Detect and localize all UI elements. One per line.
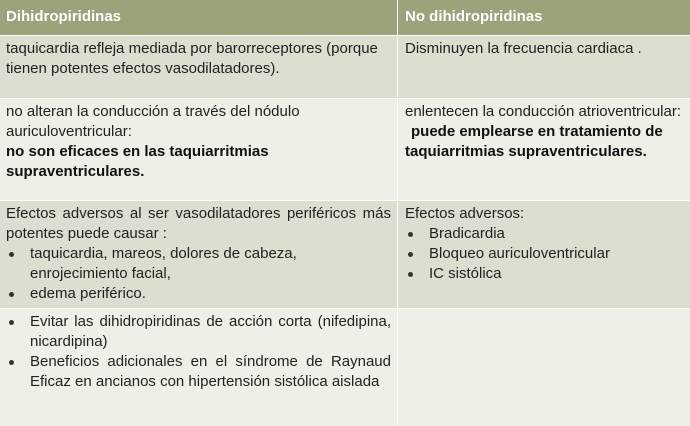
list-item: Evitar las dihidropiridinas de acción corta (nifedipina, nicardipina) <box>6 312 391 352</box>
cell-bold-text: puede emplearse <box>411 123 534 140</box>
list-item: taquicardia, mareos, dolores de cabeza, enrojecimiento facial, <box>6 244 391 284</box>
cell-bold-text: en tratamiento de taquiarritmias supraventriculares. <box>405 123 663 160</box>
cell-text: taquicardia refleja mediada por barorreceptores (porque tienen potentes efectos vasodilatadores). <box>6 40 378 77</box>
cell-av-conduction-non-dhp <box>399 99 690 200</box>
header-dihidropiridinas: Dihidropiridinas <box>0 0 398 35</box>
cell-heart-rate <box>399 36 690 98</box>
list-item: Beneficios adicionales en el síndrome de Raynaud Eficaz en ancianos con hipertensión sistólica aislada <box>6 352 391 392</box>
table-row <box>0 36 690 98</box>
adverse-effects-list <box>405 224 684 284</box>
cell-text: Efectos adversos al ser vasodilatadores periféricos más potentes puede causar : <box>6 205 391 242</box>
cell-text: no alteran la conducción a través del nódulo auriculoventricular: <box>6 103 300 140</box>
cell-bold-text: no son eficaces en las taquiarritmias supraventriculares. <box>6 143 269 180</box>
table-row <box>0 201 690 308</box>
cell-adverse-effects-non-dhp <box>399 201 690 308</box>
header-no-dihidropiridinas: No dihidropiridinas <box>405 8 543 25</box>
list-item: Bradicardia <box>405 224 684 244</box>
cell-recommendations-dhp <box>0 309 398 426</box>
table-row <box>0 309 690 426</box>
cell-reflex-tachycardia <box>0 36 398 98</box>
cell-text: Disminuyen la frecuencia cardiaca . <box>405 40 642 57</box>
table-header-row <box>0 0 690 35</box>
list-item: edema periférico. <box>6 284 391 304</box>
recommendations-list <box>6 312 391 392</box>
cell-adverse-effects-dhp <box>0 201 398 308</box>
cell-text: enlentecen la conducción atrioventricular: <box>405 103 681 120</box>
cell-empty <box>399 309 690 426</box>
list-item: IC sistólica <box>405 264 684 284</box>
adverse-effects-list <box>6 244 391 304</box>
cell-av-conduction-dhp <box>0 99 398 200</box>
table-row <box>0 99 690 200</box>
cell-text: Efectos adversos: <box>405 205 525 222</box>
list-item: Bloqueo auriculoventricular <box>405 244 684 264</box>
